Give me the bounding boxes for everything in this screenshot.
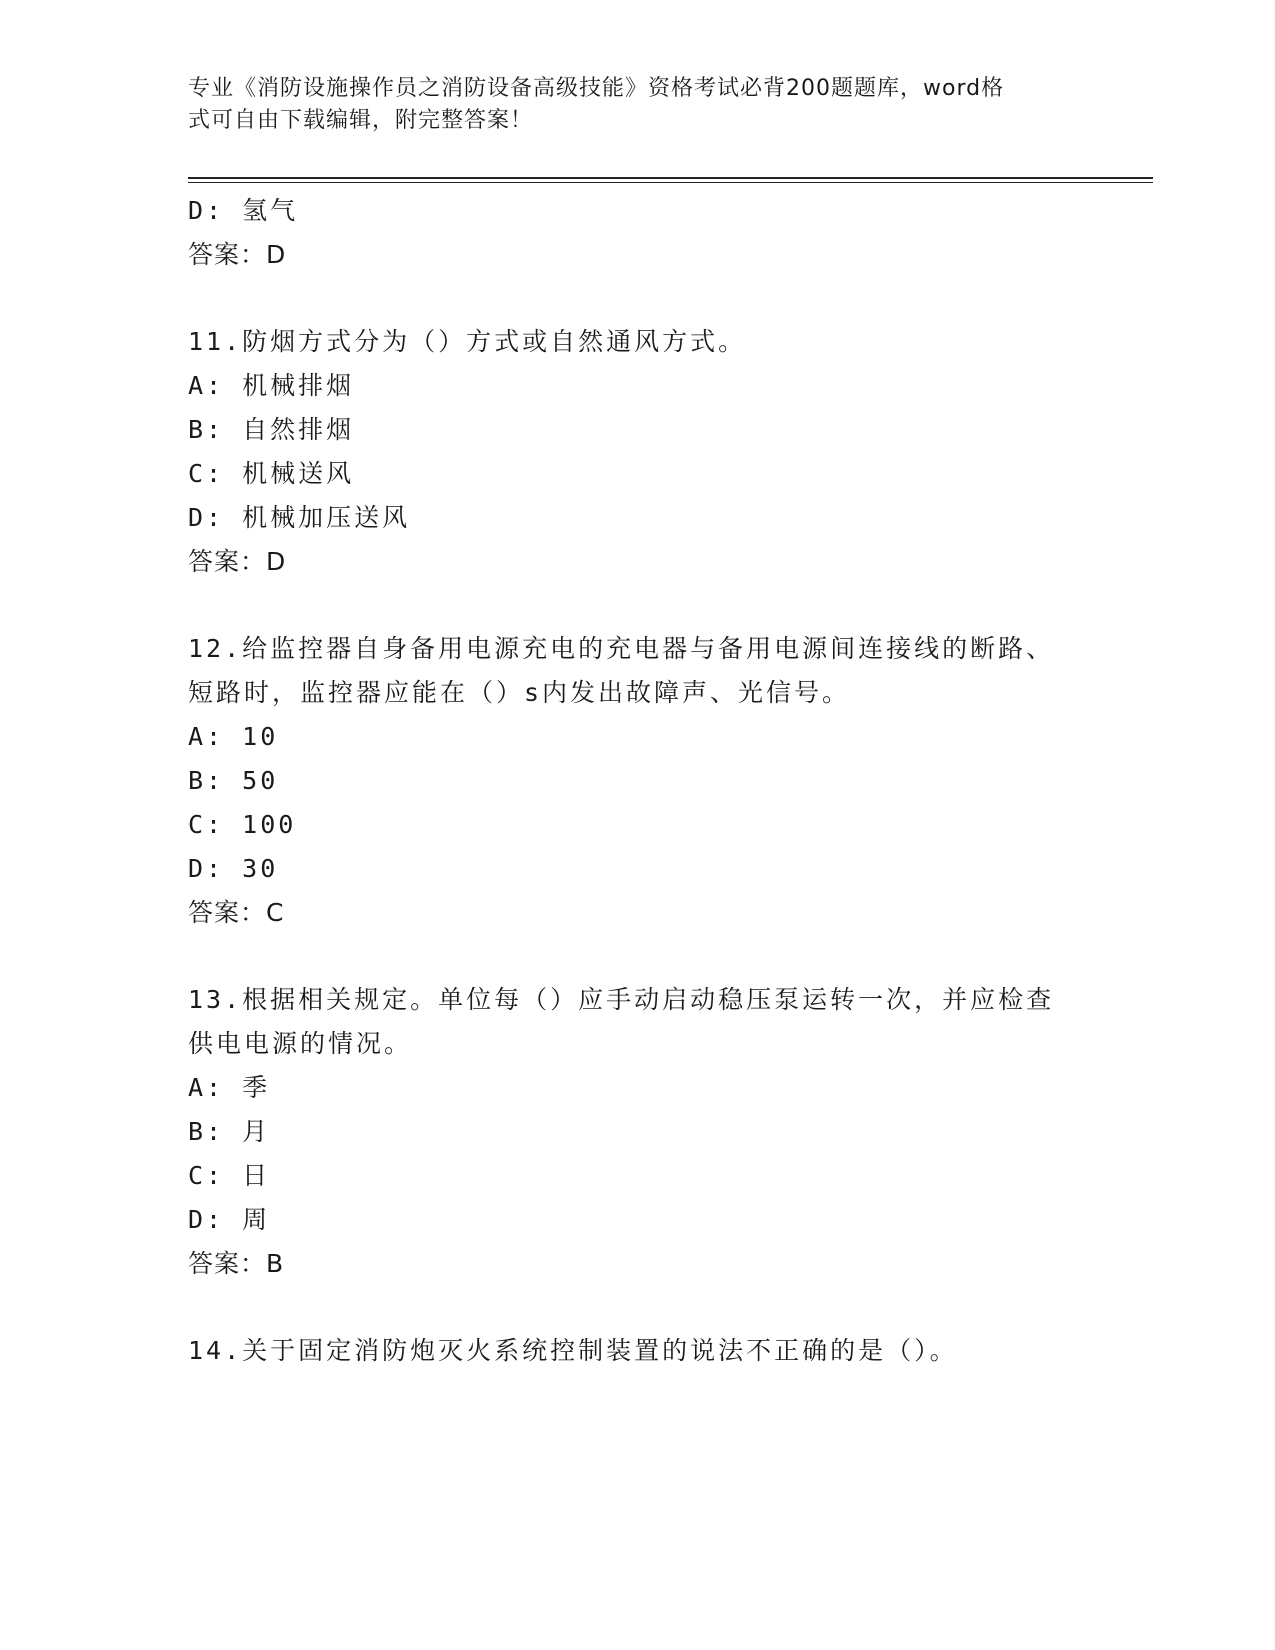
question-13-option-b: B: 月 [188, 1117, 271, 1146]
question-11-stem: 11.防烟方式分为（）方式或自然通风方式。 [188, 327, 747, 356]
question-12-option-c: C: 100 [188, 810, 297, 839]
document-header [188, 73, 1068, 137]
header-divider-thick [188, 177, 1153, 179]
header-title-line-2: 式可自由下载编辑，附完整答案！ [188, 108, 534, 133]
question-11-answer: 答案：D [188, 547, 287, 576]
question-12-option-b: B: 50 [188, 766, 279, 795]
question-12-option-d: D: 30 [188, 854, 279, 883]
prev-question-answer: 答案：D [188, 240, 287, 269]
question-12-answer: 答案：C [188, 898, 285, 927]
header-title-line-1: 专业《消防设施操作员之消防设备高级技能》资格考试必背200题题库，word格 [188, 76, 1005, 101]
question-14-stem: 14.关于固定消防炮灭火系统控制装置的说法不正确的是（）。 [188, 1336, 958, 1365]
question-11-option-a: A: 机械排烟 [188, 371, 355, 400]
question-11-option-c: C: 机械送风 [188, 459, 355, 488]
header-divider-thin [188, 182, 1153, 183]
question-13-stem-line-1: 13.根据相关规定。单位每（）应手动启动稳压泵运转一次，并应检查 [188, 985, 1055, 1014]
question-13-option-c: C: 日 [188, 1161, 271, 1190]
question-11-option-d: D: 机械加压送风 [188, 503, 411, 532]
question-12-stem-line-1: 12.给监控器自身备用电源充电的充电器与备用电源间连接线的断路、 [188, 634, 1055, 663]
question-13-stem-line-2: 供电电源的情况。 [188, 1029, 413, 1058]
question-12-stem-line-2: 短路时，监控器应能在（）s内发出故障声、光信号。 [188, 678, 851, 707]
question-11-option-b: B: 自然排烟 [188, 415, 355, 444]
question-13-option-d: D: 周 [188, 1205, 271, 1234]
question-12-option-a: A: 10 [188, 722, 279, 751]
prev-question-option-d: D: 氢气 [188, 196, 299, 225]
question-13-option-a: A: 季 [188, 1073, 271, 1102]
question-13-answer: 答案：B [188, 1249, 285, 1278]
